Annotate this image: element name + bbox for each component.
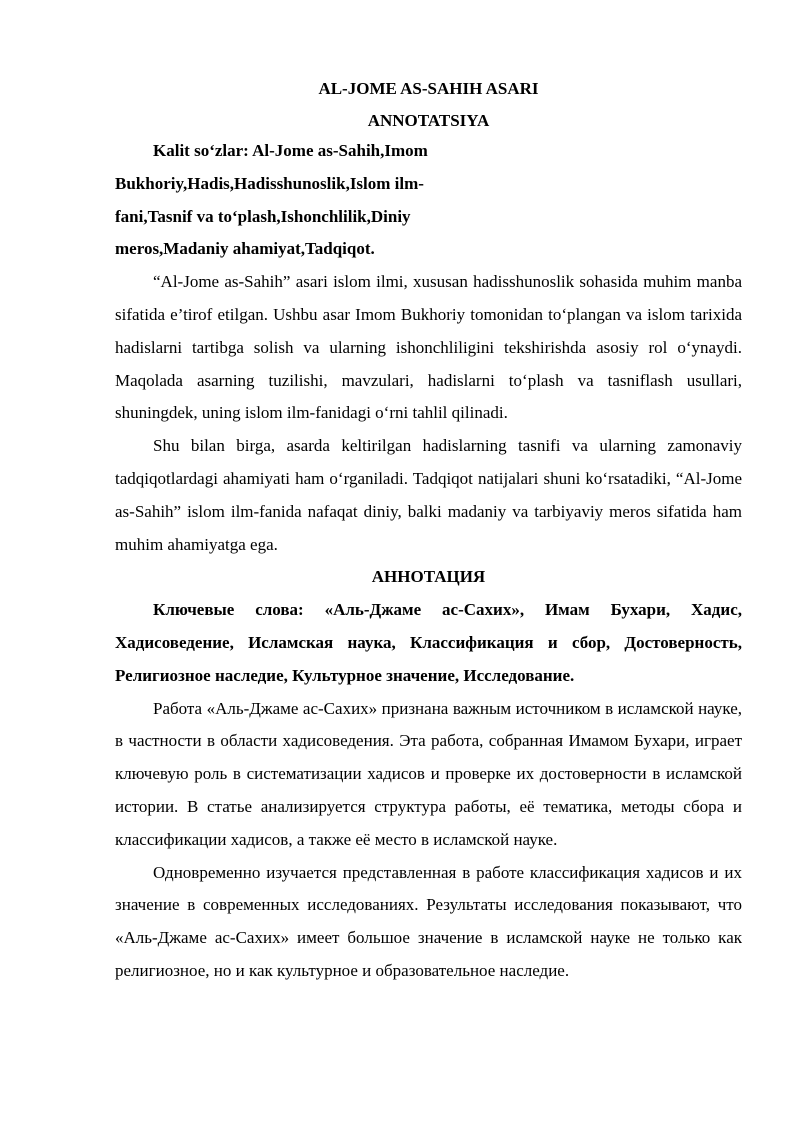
annotation-ru-paragraph-2: Одновременно изучается представленная в работе классификация хадисов и их значение в современных исследованиях. Результаты исследования показывают, что «Аль-Джаме ас-Сахих» имеет большое значение в исламской науке не только как религиозное, но и как культурное и образовательное наследие. bbox=[115, 862, 742, 980]
keywords-uz: Kalit so‘zlar: Al-Jome as-Sahih,Imom Bukhoriy,Hadis,Hadisshunoslik,Islom ilm-fani,Tasnif va to‘plash,Ishonchlilik,Diniy meros,Madaniy ahamiyat,Tadqiqot. bbox=[115, 141, 428, 259]
keywords-ru: Ключевые слова: «Аль-Джаме ас-Сахих», Имам Бухари, Хадис, Хадисоведение, Исламская наука, Классификация и сбор, Достоверность, Религиозное наследие, Культурное значение, Исследование. bbox=[115, 600, 742, 685]
document-title: AL-JOME AS-SAHIH ASARI bbox=[318, 79, 539, 98]
annotation-uz-paragraph-2: Shu bilan birga, asarda keltirilgan hadislarning tasnifi va ularning zamonaviy tadqiqotlardagi ahamiyati ham o‘rganiladi. Tadqiqot natijalari shuni ko‘rsatadiki, “Al-Jome as-Sahih” islom ilm-fanida nafaqat diniy, balki madaniy va tarbiyaviy meros sifatida ham muhim ahamiyatga ega. bbox=[115, 436, 742, 554]
annotation-uz-paragraph-1: “Al-Jome as-Sahih” asari islom ilmi, xususan hadisshunoslik sohasida muhim manba sifatida e’tirof etilgan. Ushbu asar Imom Bukhoriy tomonidan to‘plangan va islom tarixida hadislarni tartibga solish va ularning ishonchliligini tekshirishda asosiy rol o‘ynaydi. Maqolada asarning tuzilishi, mavzulari, hadislarni to‘plash va tasniflash usullari, shuningdek, uning islom ilm-fanidagi o‘rni tahlil qilinadi. bbox=[115, 272, 742, 423]
document-page bbox=[115, 75, 742, 988]
annotation-uz-heading: ANNOTATSIYA bbox=[367, 111, 490, 130]
annotation-ru-paragraph-1: Работа «Аль-Джаме ас-Сахих» признана важным источником в исламской науке, в частности в области хадисоведения. Эта работа, собранная Имамом Бухари, играет ключевую роль в систематизации хадисов и проверке их достоверности в исламской истории. В статье анализируется структура работы, её тематика, методы сбора и классификации хадисов, а также её место в исламской науке. bbox=[115, 698, 742, 849]
annotation-ru-heading: АННОТАЦИЯ bbox=[371, 567, 486, 587]
